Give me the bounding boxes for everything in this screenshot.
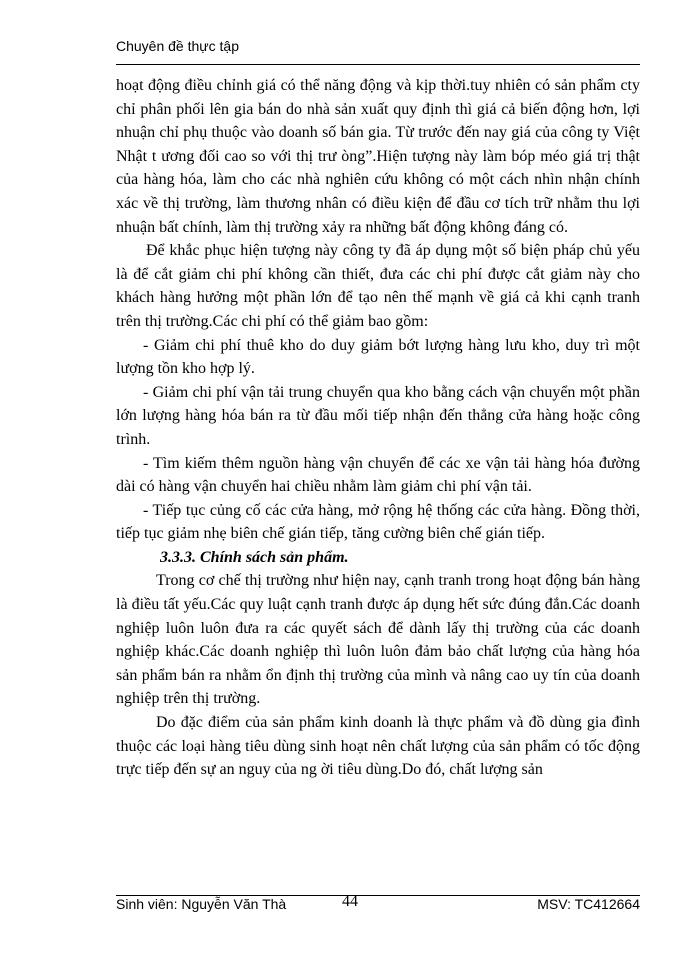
footer-student-name: Sinh viên: Nguyễn Văn Thà: [116, 896, 287, 912]
page-header-title: Chuyên đề thực tập: [116, 38, 240, 54]
section-heading: 3.3.3. Chính sách sản phẩm.: [160, 548, 349, 566]
body-paragraph: Để khắc phục hiện tượng này công ty đã áp dụng một số biện pháp chủ yếu là để cắt giảm chi phí không cần thiết, đưa các chi phí được cắt giảm này cho khách hàng hưởng một phần lớn để tạo nên thế mạnh về giá cả khi cạnh tranh trên thị trường.Các chi phí có thể giảm bao gồm:: [116, 242, 640, 330]
bullet-item: - Tìm kiếm thêm nguồn hàng vận chuyển để các xe vận tải hàng hóa đường dài có hàng vận chuyển hai chiều nhằm làm giảm chi phí vận tải.: [116, 454, 640, 496]
document-body: [116, 74, 640, 782]
header-rule: [116, 64, 640, 65]
body-paragraph: Trong cơ chế thị trường như hiện nay, cạnh tranh trong hoạt động bán hàng là điều tất yếu.Các quy luật cạnh tranh được áp dụng hết sức đúng đắn.Các doanh nghiệp luôn luôn đưa ra các quyết sách để dành lấy thị trường của các doanh nghiệp khác.Các doanh nghiệp thì luôn luôn đảm bảo chất lượng của hàng hóa sản phẩm bán ra nhằm ổn định thị trường của mình và nâng cao uy tín của doanh nghiệp trên thị trường.: [116, 572, 640, 708]
bullet-item: - Giảm chi phí vận tải trung chuyển qua kho bằng cách vận chuyển một phần lớn lượng hàng hóa bán ra từ đầu mối tiếp nhận đến thẳng cửa hàng hoặc công trình.: [116, 383, 640, 448]
body-paragraph: Do đặc điểm của sản phẩm kinh doanh là thực phẩm và đồ dùng gia đình thuộc các loại hàng tiêu dùng sinh hoạt nên chất lượng của sản phẩm có tốc động trực tiếp đến sự an nguy của ng ời tiêu dùng.Do đó, chất lượng sản: [116, 714, 640, 779]
body-paragraph: hoạt động điều chỉnh giá có thể năng động và kịp thời.tuy nhiên có sản phẩm cty chỉ phân phối lên gia bán do nhà sản xuất quy định thì giá cả biến động hơn, lợi nhuận chỉ phụ thuộc vào doanh số bán gia. Từ trước đến nay giá của công ty Việt Nhật t ương đối cao so với thị trư òng”.Hiện tượng này làm bóp méo giá trị thật của hàng hóa, làm cho các nhà nghiên cứu không có một cách nhìn nhận chính xác về thị trường, làm thương nhân có điều kiện để đầu cơ tích trữ nhằm thu lợi nhuận bất chính, làm thị trường xảy ra những bất động không đáng có.: [116, 77, 640, 236]
bullet-item: - Giảm chi phí thuê kho do duy giảm bớt lượng hàng lưu kho, duy trì một lượng tồn kho hợp lý.: [116, 336, 640, 378]
footer-student-id: MSV: TC412664: [537, 896, 640, 912]
page-number: 44: [342, 893, 358, 910]
bullet-item: - Tiếp tục củng cố các cửa hàng, mở rộng hệ thống các cửa hàng. Đồng thời, tiếp tục giảm nhẹ biên chế gián tiếp, tăng cường biên chế gián tiếp.: [116, 501, 640, 543]
